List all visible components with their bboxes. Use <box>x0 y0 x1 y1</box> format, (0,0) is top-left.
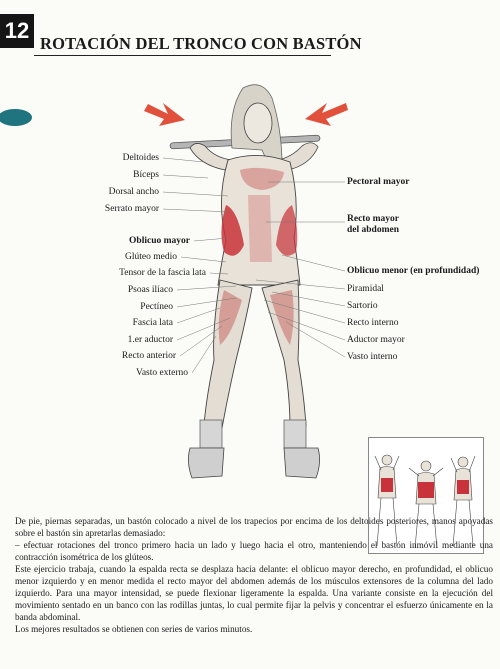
label-piramidal: Piramidal <box>347 284 384 294</box>
label-tensor-fascia-lata: Tensor de la fascia lata <box>119 268 206 278</box>
paragraph-results: Los mejores resultados se obtienen con series de varios minutos. <box>15 624 253 635</box>
label-psoas-iliaco: Psoas ilíaco <box>127 285 173 295</box>
left-arm <box>190 143 232 170</box>
label-fascia-lata: Fascia lata <box>132 318 173 328</box>
label-gluteo-medio: Glúteo medio <box>125 252 177 262</box>
rotation-arrow-right <box>305 103 348 126</box>
label-aductor-mayor: Aductor mayor <box>347 335 405 345</box>
label-oblicuo-mayor: Oblicuo mayor <box>129 236 190 246</box>
abdomen-muscle <box>248 195 272 262</box>
label-deltoides: Deltoides <box>122 153 159 163</box>
label-recto-anterior: Recto anterior <box>121 351 176 361</box>
label-biceps: Bíceps <box>133 170 159 180</box>
rotation-arrow-left <box>144 103 185 126</box>
label-recto-interno: Recto interno <box>347 318 399 328</box>
label-sartorio: Sartorio <box>347 301 378 311</box>
paragraph-setup: De pie, piernas separadas, un bastón colocado a nivel de los trapecios por encima de los deltoides posteriores, manos apoyadas sobre el bastón sin apretarlas demasiado: <box>15 516 493 539</box>
left-sock <box>200 420 222 448</box>
head <box>244 103 272 143</box>
paragraph-instruction: – efectuar rotaciones del tronco primero hacia un lado y luego hacia el otro, manteniendo el bastón inmóvil mediante una contracción isométrica de los glúteos. <box>15 540 493 563</box>
label-vasto-interno: Vasto interno <box>347 352 398 362</box>
right-sock <box>284 420 306 448</box>
left-shoe <box>188 448 224 478</box>
label-vasto-externo: Vasto externo <box>136 368 188 378</box>
label-pectoral-mayor: Pectoral mayor <box>347 177 410 187</box>
description-text <box>15 515 493 635</box>
page-title: ROTACIÓN DEL TRONCO CON BASTÓN <box>40 34 362 53</box>
label-primer-aductor: 1.er aductor <box>127 335 173 345</box>
label-serrato-mayor: Serrato mayor <box>104 204 159 214</box>
label-dorsal-ancho: Dorsal ancho <box>108 187 159 197</box>
label-pectineo: Pectíneo <box>140 302 173 312</box>
right-shoe <box>284 448 320 478</box>
label-del-abdomen: del abdomen <box>347 225 399 235</box>
label-oblicuo-menor: Oblicuo menor (en profundidad) <box>347 266 480 276</box>
paragraph-muscles: Este ejercicio trabaja, cuando la espalda recta se desplaza hacia delante: el oblicuo mayor derecho, en profundidad, el oblicuo menor izquierdo y en menor medida el recto mayor del abdomen además de los músculos extensores de la columna del lado izquierdo. Para una mayor intensidad, se puede flexionar ligeramente la espalda. Una variante consiste en la ejecución del movimiento sentado en un banco con las rodillas juntas, lo cual permite fijar la pelvis y concentrar el esfuerzo únicamente en la banda abdominal. <box>15 564 493 623</box>
exercise-number: 12 <box>0 14 34 48</box>
label-recto-mayor: Recto mayor <box>347 214 399 224</box>
